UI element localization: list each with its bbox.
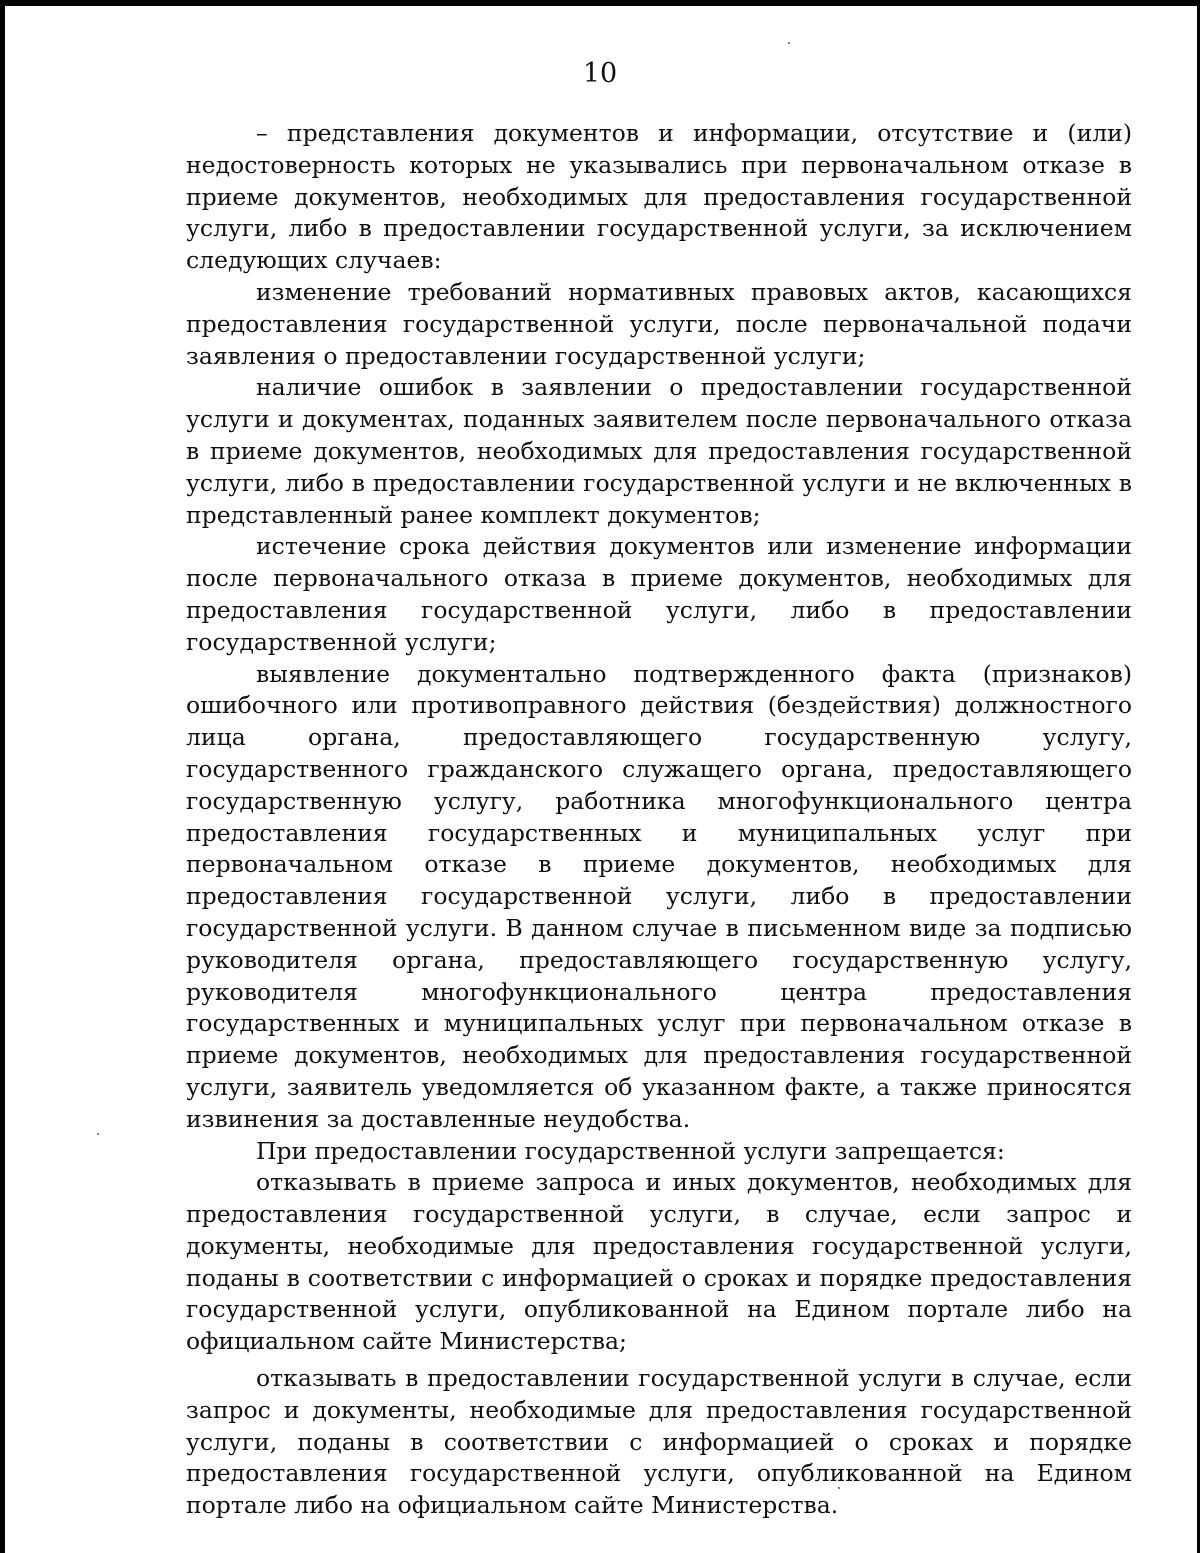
paragraph-requirements-change: изменение требований нормативных правовых актов, касающихся предоставления государственной услуги, после первоначальной подачи заявления о предоставлении государственной услуги;: [186, 277, 1132, 370]
scan-speck: [838, 1487, 840, 1489]
scan-speck: [788, 42, 790, 44]
paragraph-refuse-acceptance: отказывать в приеме запроса и иных документов, необходимых для предоставления государственной услуги, в случае, если запрос и документы, необходимые для предоставления государственной услуги, поданы в соответствии с информацией о сроках и порядке предоставления государственной услуги, опубликованной на Едином портале либо на официальном сайте Министерства;: [186, 1168, 1132, 1356]
scan-speck: [97, 1133, 99, 1135]
paragraph-exceptions-intro: – представления документов и информации, отсутствие и (или) недостоверность которых не указывались при первоначальном отказе в приеме документов, необходимых для предоставления государственной услуги, либо в предоставлении государственной услуги, за исключением следующих случаев:: [186, 119, 1132, 275]
page-number: 10: [582, 58, 618, 89]
paragraph-erroneous-action: выявление документально подтвержденного факта (признаков) ошибочного или противоправного действия (бездействия) должностного лица органа, предоставляющего государственную услугу, государственного гражданского служащего органа, предоставляющего государственную услугу, работника многофункционального центра предоставления государственных и муниципальных услуг при первоначальном отказе в приеме документов, необходимых для предоставления государственной услуги, либо в предоставлении государственной услуги. В данном случае в письменном виде за подписью руководителя органа, предоставляющего государственную услугу, руководителя многофункционального центра предоставления государственных и муниципальных услуг при первоначальном отказе в приеме документов, необходимых для предоставления государственной услуги, заявитель уведомляется об указанном факте, а также приносятся извинения за доставленные неудобства.: [186, 659, 1132, 1133]
paragraph-refuse-provision: отказывать в предоставлении государственной услуги в случае, если запрос и документы, необходимые для предоставления государственной услуги, поданы в соответствии с информацией о сроках и порядке предоставления государственной услуги, опубликованной на Едином портале либо на официальном сайте Министерства.: [186, 1364, 1132, 1520]
scan-border-left: [0, 0, 5, 1553]
paragraph-prohibitions-heading: При предоставлении государственной услуги запрещается:: [256, 1136, 1005, 1165]
scan-border-top: [0, 0, 1200, 6]
paragraph-document-expiry: истечение срока действия документов или изменение информации после первоначального отказа в приеме документов, необходимых для предоставления государственной услуги, либо в предоставлении государственной услуги;: [186, 532, 1132, 656]
document-body: [186, 118, 1132, 1522]
paragraph-errors-in-application: наличие ошибок в заявлении о предоставлении государственной услуги и документах, поданных заявителем после первоначального отказа в приеме документов, необходимых для предоставления государственной услуги, либо в предоставлении государственной услуги и не включенных в представленный ранее комплект документов;: [186, 373, 1132, 529]
